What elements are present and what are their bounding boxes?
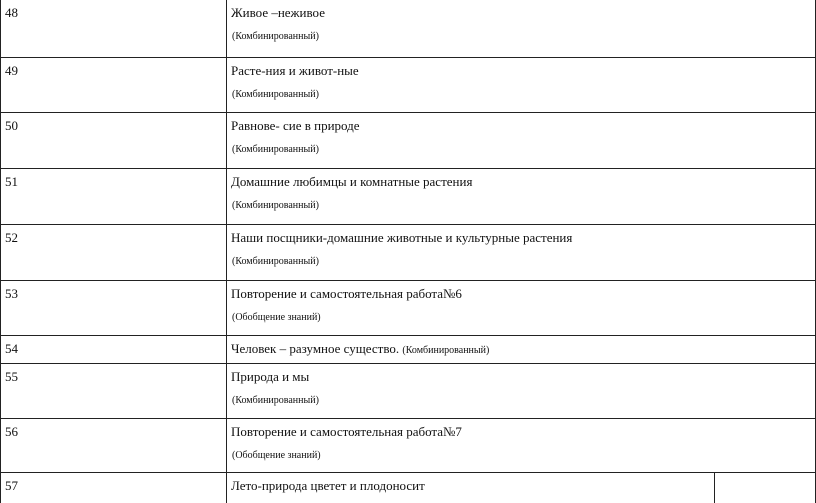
- lesson-number: 49: [5, 63, 18, 78]
- lesson-title: Домашние любимцы и комнатные растения: [231, 174, 473, 189]
- lesson-number: 48: [5, 5, 18, 20]
- table-row: [0, 281, 816, 336]
- lesson-number: 50: [5, 118, 18, 133]
- table-row: [0, 0, 816, 58]
- lesson-title-line: [231, 341, 489, 358]
- table-row: [0, 364, 816, 419]
- lesson-type: (Обобщение знаний): [232, 312, 321, 323]
- table-row: [0, 58, 816, 113]
- lesson-type: (Комбинированный): [232, 89, 319, 100]
- lesson-title: Повторение и самостоятельная работа№7: [231, 424, 462, 439]
- lesson-title: Расте-ния и живот-ные: [231, 63, 359, 78]
- lesson-number: 55: [5, 369, 18, 384]
- lesson-number: 51: [5, 174, 18, 189]
- table-row: [0, 336, 816, 364]
- lesson-type: (Комбинированный): [232, 395, 319, 406]
- lesson-number: 52: [5, 230, 18, 245]
- table-row: [0, 225, 816, 281]
- lesson-title: Наши поcщники-домашние животные и культурные растения: [231, 230, 573, 245]
- lesson-number: 54: [5, 341, 18, 356]
- lesson-number: 57: [5, 478, 18, 493]
- lesson-title: Лето-природа цветет и плодоносит: [231, 478, 425, 493]
- table-row: [0, 169, 816, 225]
- table-border-left: [0, 0, 1, 503]
- table-row: [0, 113, 816, 169]
- lesson-number: 56: [5, 424, 18, 439]
- lesson-number: 53: [5, 286, 18, 301]
- lesson-type: (Комбинированный): [232, 256, 319, 267]
- lesson-type: (Комбинированный): [402, 345, 490, 356]
- lesson-type: (Комбинированный): [232, 31, 319, 42]
- table-row: [0, 419, 816, 473]
- column-divider-extra: [714, 473, 715, 503]
- lesson-type: (Комбинированный): [232, 144, 319, 155]
- lesson-title: Человек – разумное существо.: [231, 341, 400, 356]
- lesson-title: Природа и мы: [231, 369, 310, 384]
- lesson-title: Живое –неживое: [231, 5, 325, 20]
- lesson-title: Равнове- сие в природе: [231, 118, 360, 133]
- lesson-type: (Обобщение знаний): [232, 450, 321, 461]
- lesson-type: (Комбинированный): [232, 200, 319, 211]
- lesson-title: Повторение и самостоятельная работа№6: [231, 286, 462, 301]
- table-row: [0, 473, 816, 503]
- column-divider: [226, 0, 227, 503]
